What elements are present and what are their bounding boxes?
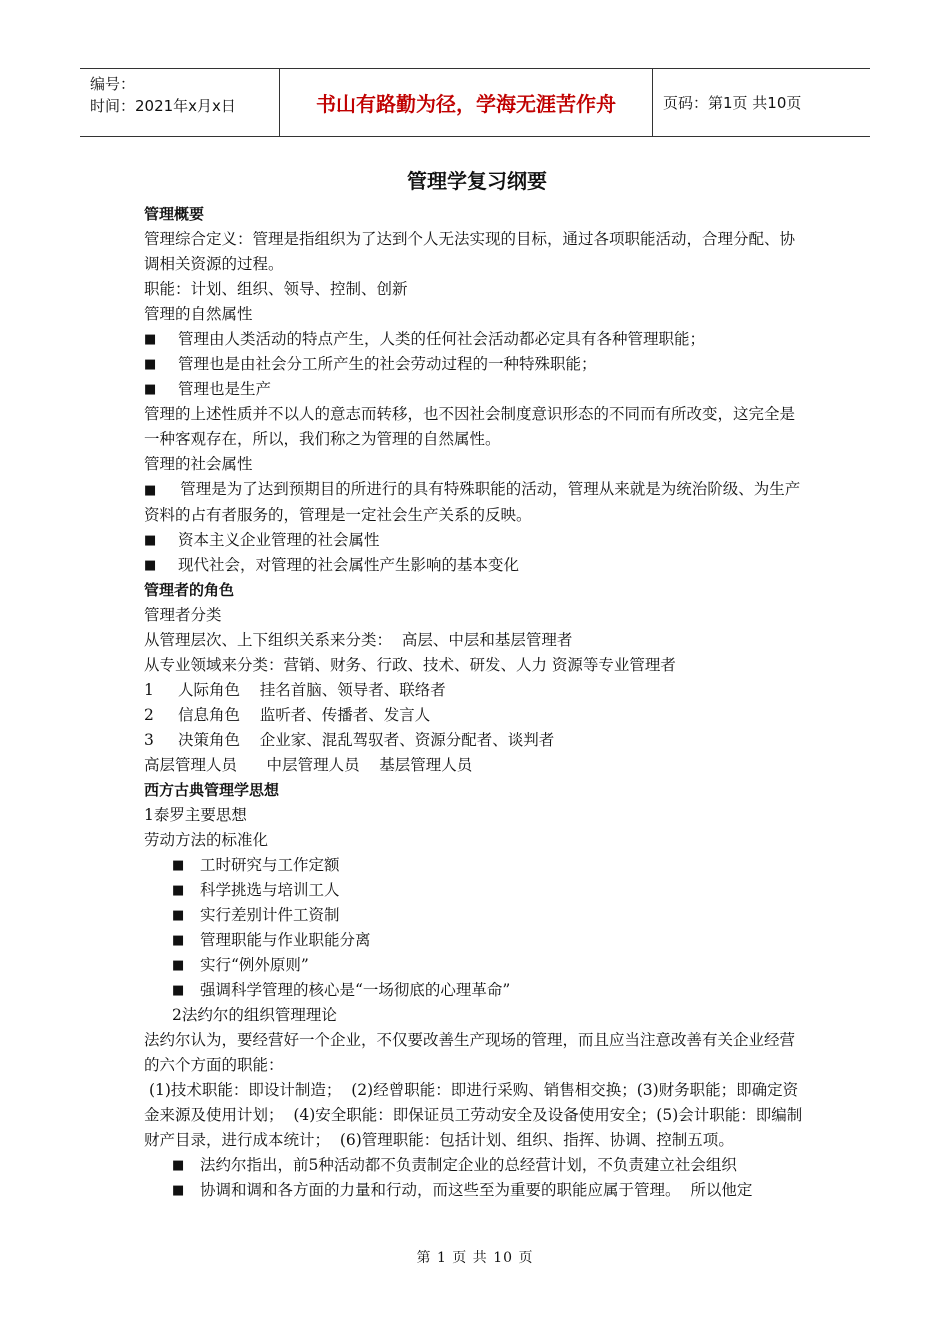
paragraph-definition: 管理综合定义：管理是指组织为了达到个人无法实现的目标，通过各项职能活动，合理分配、协调相关资源的过程。 — [144, 230, 796, 273]
header-meta — [80, 69, 280, 136]
subheading-fayol: 2法约尔的组织管理理论 — [172, 1006, 337, 1024]
subheading-social: 管理的社会属性 — [144, 455, 253, 473]
date-label: 时间：2021年x月x日 — [90, 97, 236, 115]
subheading-taylor: 1泰罗主要思想 — [144, 806, 247, 824]
bullet-square-icon: ■ — [144, 382, 157, 397]
paragraph-manager-levels: 高层管理人员 中层管理人员 基层管理人员 — [144, 756, 473, 774]
bullet-square-icon: ■ — [172, 983, 185, 998]
list-item: 3 决策角色 企业家、混乱驾驭者、资源分配者、谈判者 — [144, 731, 555, 749]
paragraph-by-field: 从专业领域来分类：营销、财务、行政、技术、研发、人力 资源等专业管理者 — [144, 656, 676, 674]
code-label: 编号： — [90, 75, 136, 93]
bullet-square-icon: ■ — [144, 332, 157, 347]
section-heading-overview: 管理概要 — [144, 205, 205, 223]
list-item: ■ 法约尔指出，前5种活动都不负责制定企业的总经营计划，不负责建立社会组织 — [144, 1153, 810, 1178]
paragraph-social: ■ 管理是为了达到预期目的所进行的具有特殊职能的活动，管理从来就是为统治阶级、为生产资料的占有者服务的，管理是一定社会生产关系的反映。 — [144, 480, 801, 524]
list-item: ■ 科学挑选与培训工人 — [144, 878, 810, 903]
bullet-square-icon: ■ — [172, 1183, 185, 1198]
paragraph-functions: 职能：计划、组织、领导、控制、创新 — [144, 280, 408, 298]
subheading-standardization: 劳动方法的标准化 — [144, 831, 269, 849]
paragraph-fayol-functions: (1)技术职能：即设计制造； (2)经曾职能：即进行采购、销售相交换；(3)财务职能；即确定资金来源及使用计划； (4)安全职能：即保证员工劳动安全及设备使用安全；(5)会计职能：即编制财产目录，进行成本统计； (6)管理职能：包括计划、组织、指挥、协调、控制五项。 — [144, 1081, 803, 1149]
document-body — [144, 166, 810, 1203]
list-item: ■ 工时研究与工作定额 — [144, 853, 810, 878]
list-item: ■ 管理也是由社会分工所产生的社会劳动过程的一种特殊职能； — [144, 352, 810, 377]
paragraph-fayol-intro: 法约尔认为，要经营好一个企业，不仅要改善生产现场的管理，而且应当注意改善有关企业经营的六个方面的职能： — [144, 1031, 796, 1074]
paragraph-natural: 管理的上述性质并不以人的意志而转移，也不因社会制度意识形态的不同而有所改变，这完全是一种客观存在，所以，我们称之为管理的自然属性。 — [144, 405, 796, 448]
list-item: ■ 管理由人类活动的特点产生，人类的任何社会活动都必定具有各种管理职能； — [144, 327, 810, 352]
list-item: 2 信息角色 监听者、传播者、发言人 — [144, 706, 431, 724]
list-item: ■ 协调和调和各方面的力量和行动，而这些至为重要的职能应属于管理。 所以他定 — [144, 1178, 810, 1203]
bullet-square-icon: ■ — [144, 558, 157, 573]
list-item: 1 人际角色 挂名首脑、领导者、联络者 — [144, 681, 446, 699]
bullet-square-icon: ■ — [144, 483, 157, 498]
page-header — [80, 68, 870, 137]
paragraph-by-level: 从管理层次、上下组织关系来分类： 高层、中层和基层管理者 — [144, 631, 573, 649]
bullet-square-icon: ■ — [144, 357, 157, 372]
list-item: ■ 实行差别计件工资制 — [144, 903, 810, 928]
document-title: 管理学复习纲要 — [407, 169, 547, 193]
bullet-square-icon: ■ — [172, 1158, 185, 1173]
page-footer: 第 1 页 共 10 页 — [416, 1250, 534, 1266]
bullet-square-icon: ■ — [172, 858, 185, 873]
list-item: ■ 管理也是生产 — [144, 377, 810, 402]
section-heading-roles: 管理者的角色 — [144, 581, 235, 599]
list-item: ■ 实行“例外原则” — [144, 953, 810, 978]
list-item: ■ 资本主义企业管理的社会属性 — [144, 528, 810, 553]
bullet-square-icon: ■ — [172, 933, 185, 948]
subheading-classification: 管理者分类 — [144, 606, 222, 624]
header-page-label: 页码：第1页 共10页 — [663, 94, 802, 112]
bullet-square-icon: ■ — [144, 533, 157, 548]
list-item: ■ 强调科学管理的核心是“一场彻底的心理革命” — [144, 978, 810, 1003]
bullet-square-icon: ■ — [172, 958, 185, 973]
list-item: ■ 现代社会，对管理的社会属性产生影响的基本变化 — [144, 553, 810, 578]
subheading-natural: 管理的自然属性 — [144, 305, 253, 323]
bullet-square-icon: ■ — [172, 908, 185, 923]
bullet-square-icon: ■ — [172, 883, 185, 898]
header-motto: 书山有路勤为径，学海无涯苦作舟 — [280, 69, 653, 136]
list-item: ■ 管理职能与作业职能分离 — [144, 928, 810, 953]
section-heading-classical: 西方古典管理学思想 — [144, 781, 280, 799]
